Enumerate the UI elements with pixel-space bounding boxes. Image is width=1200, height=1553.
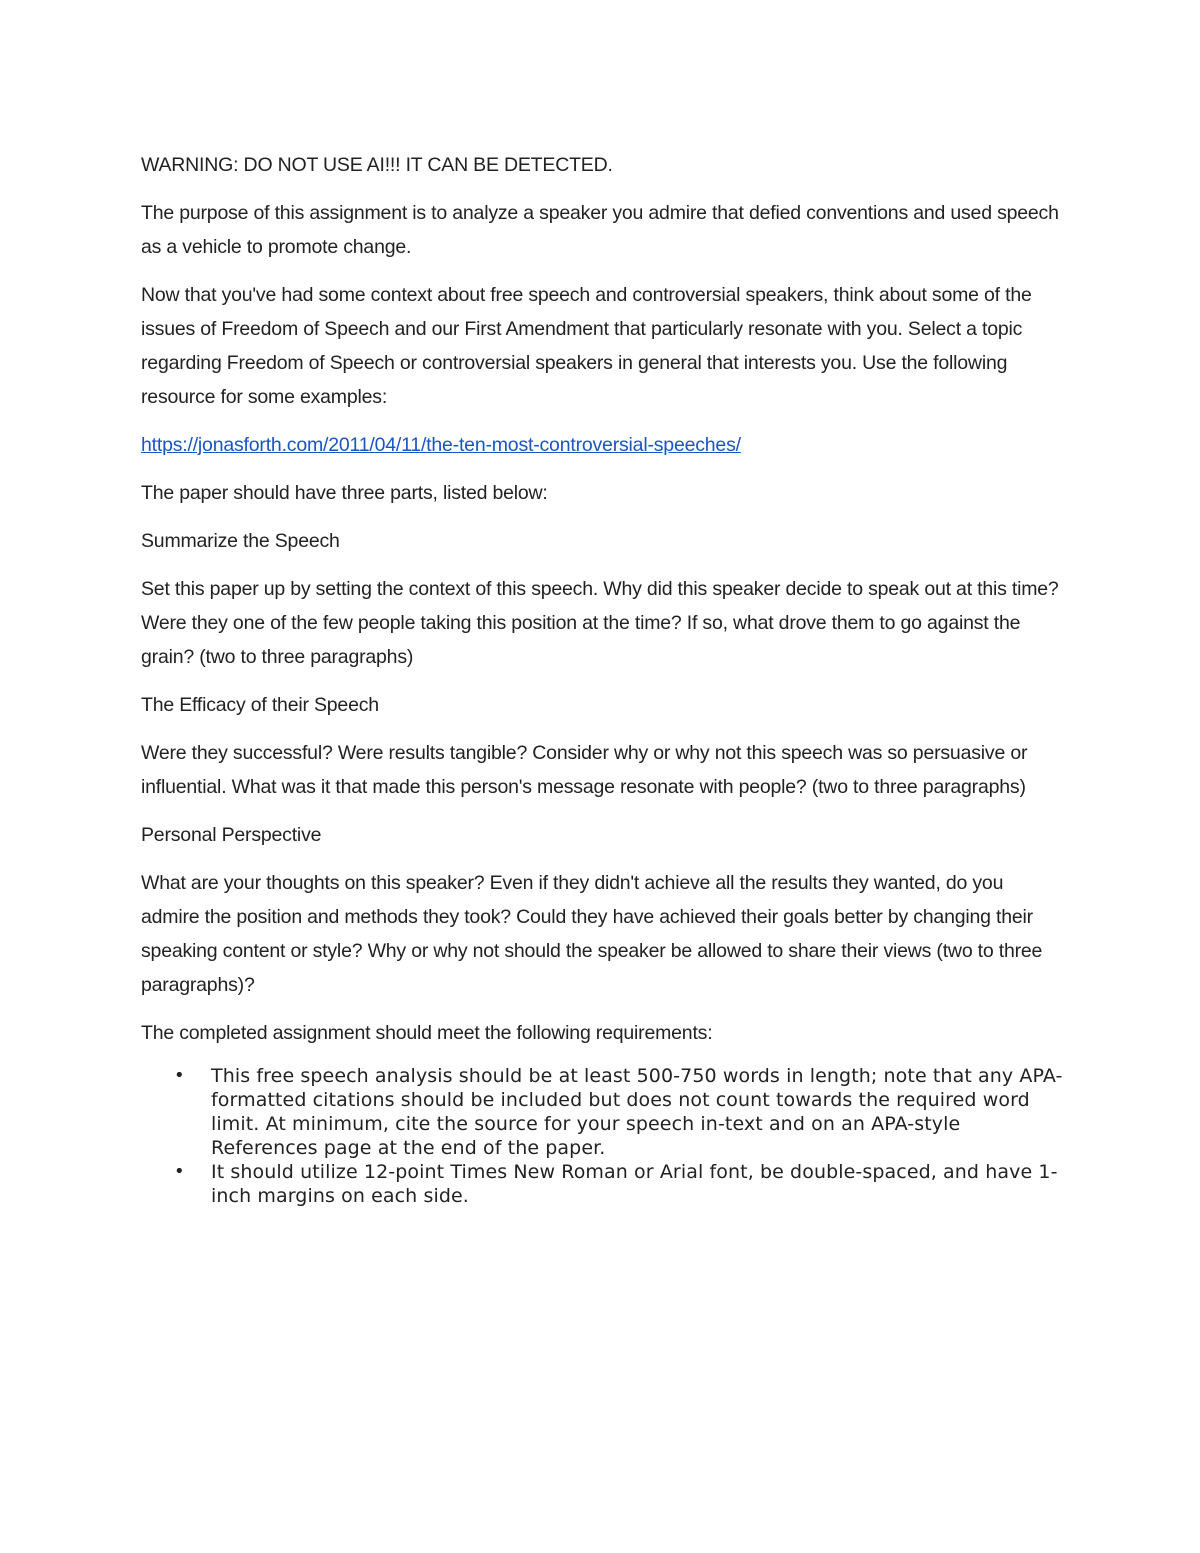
- resource-link[interactable]: https://jonasforth.com/2011/04/11/the-ten-most-controversial-speeches/: [141, 434, 741, 456]
- section-heading-efficacy: The Efficacy of their Speech: [141, 694, 379, 716]
- context-paragraph: Now that you've had some context about free speech and controversial speakers, think about some of the issues of Freedom of Speech and our First Amendment that particularly resonate with you. Select a topic regarding Freedom of Speech or controversial speakers in general that interests you. Use the following resource for some examples:: [141, 284, 1032, 408]
- parts-intro: The paper should have three parts, listed below:: [141, 482, 548, 504]
- requirement-text: It should utilize 12-point Times New Roman or Arial font, be double-spaced, and have 1-inch margins on each side.: [211, 1161, 1058, 1207]
- warning-text: WARNING: DO NOT USE AI!!! IT CAN BE DETECTED.: [141, 154, 613, 176]
- requirements-intro: The completed assignment should meet the following requirements:: [141, 1022, 713, 1044]
- bullet-icon: •: [174, 1161, 185, 1182]
- list-item: [141, 1064, 1066, 1160]
- requirements-list: [141, 1064, 1066, 1208]
- section-body-efficacy: Were they successful? Were results tangible? Consider why or why not this speech was so persuasive or influential. What was it that made this person's message resonate with people? (two to three paragraphs): [141, 742, 1028, 798]
- requirement-text: This free speech analysis should be at least 500-750 words in length; note that any APA-formatted citations should be included but does not count towards the required word limit. At minimum, cite the source for your speech in-text and on an APA-style References page at the end of the paper.: [211, 1065, 1063, 1159]
- document-body: [141, 148, 1066, 1208]
- purpose-paragraph: The purpose of this assignment is to analyze a speaker you admire that defied conventions and used speech as a vehicle to promote change.: [141, 202, 1059, 258]
- section-heading-personal: Personal Perspective: [141, 824, 322, 846]
- resource-link-paragraph: [141, 428, 1066, 462]
- section-body-personal: What are your thoughts on this speaker? Even if they didn't achieve all the results they wanted, do you admire the position and methods they took? Could they have achieved their goals better by changing their speaking content or style? Why or why not should the speaker be allowed to share their views (two to three paragraphs)?: [141, 872, 1043, 996]
- section-body-summarize: Set this paper up by setting the context of this speech. Why did this speaker decide to speak out at this time? Were they one of the few people taking this position at the time? If so, what drove them to go against the grain? (two to three paragraphs): [141, 578, 1059, 668]
- section-heading-summarize: Summarize the Speech: [141, 530, 340, 552]
- bullet-icon: •: [174, 1065, 185, 1086]
- list-item: [141, 1160, 1066, 1208]
